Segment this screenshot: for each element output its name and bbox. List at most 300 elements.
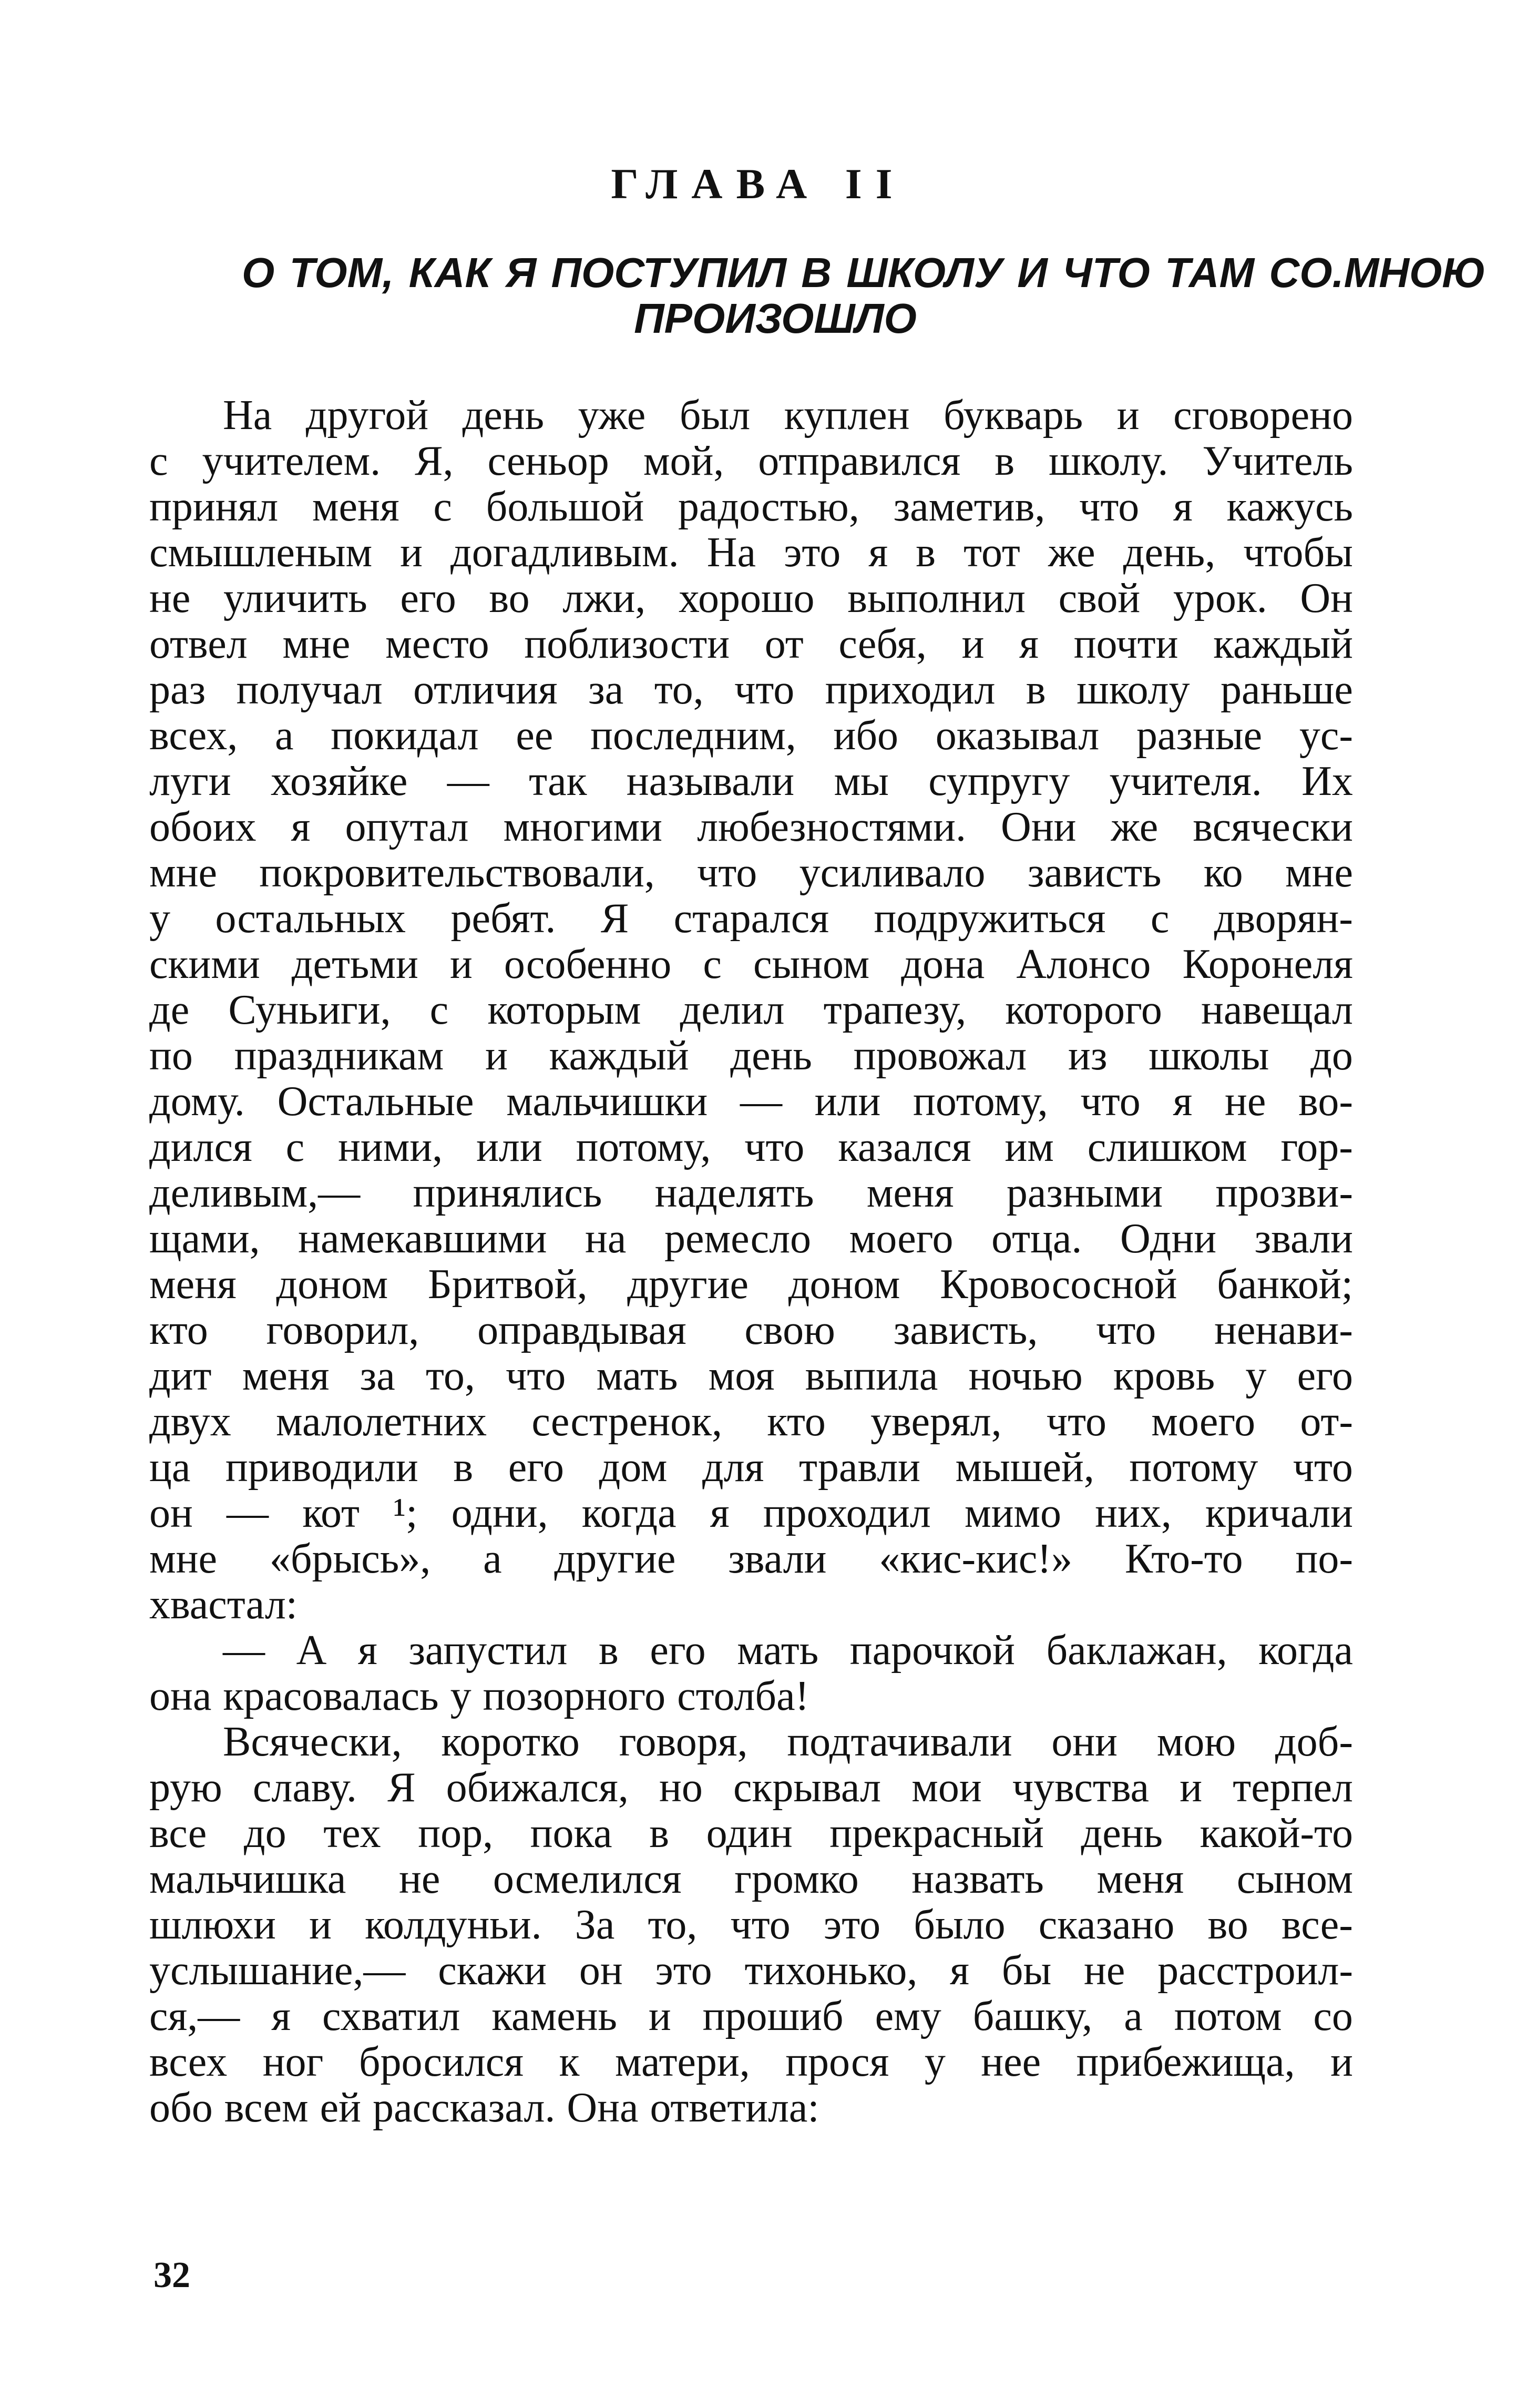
word: его — [650, 1627, 706, 1674]
word: уличить — [223, 575, 367, 621]
word: я — [291, 804, 311, 850]
word: «кис-кис!» — [879, 1536, 1072, 1582]
word: ца — [149, 1444, 191, 1491]
word: ремесло — [664, 1216, 812, 1262]
word: что — [1046, 1399, 1107, 1445]
word: с — [429, 987, 449, 1033]
word: это — [655, 1947, 712, 1994]
word: с — [1150, 895, 1170, 942]
word: Я — [387, 1764, 416, 1811]
word: слишком — [1087, 1124, 1247, 1170]
word: проходил — [763, 1490, 931, 1536]
word: мать — [596, 1353, 678, 1399]
word: кажусь — [1226, 484, 1353, 530]
word: столба! — [677, 1673, 809, 1719]
word: говоря, — [619, 1719, 748, 1765]
word: последним, — [590, 712, 796, 759]
word: кричали — [1205, 1490, 1353, 1536]
word: особенно — [504, 941, 672, 987]
text-line — [149, 2085, 1353, 2131]
word: сестренок, — [531, 1399, 722, 1445]
word: до — [1310, 1033, 1353, 1079]
word: или — [814, 1078, 881, 1125]
word: ног — [262, 2039, 324, 2085]
word: кровь — [1113, 1353, 1215, 1399]
word: раз — [149, 667, 206, 713]
word: потому, — [576, 1124, 711, 1170]
word: почти — [1073, 621, 1178, 667]
word: Всячески, — [223, 1719, 402, 1765]
word: моего — [1151, 1399, 1256, 1445]
word: сказано — [1038, 1902, 1175, 1948]
word: луги — [149, 758, 231, 804]
word: учителем. — [202, 438, 381, 484]
word: отца. — [991, 1216, 1082, 1262]
word: что — [1080, 1078, 1141, 1125]
word: кто — [149, 1307, 208, 1353]
word: отвел — [149, 621, 248, 667]
word: Их — [1301, 758, 1353, 804]
word: с — [703, 941, 722, 987]
word: ребят. — [450, 895, 556, 942]
word: матери, — [614, 2039, 750, 2085]
word: пор, — [418, 1810, 494, 1856]
word: я — [271, 1993, 291, 2039]
word: потому, — [913, 1078, 1048, 1125]
word: к — [559, 2039, 580, 2085]
word: осмелился — [493, 1856, 682, 1902]
word: школы — [1149, 1033, 1269, 1079]
word: я — [1173, 1078, 1193, 1125]
word: сыном — [753, 941, 870, 987]
word: Они — [1001, 804, 1077, 850]
word: супругу — [928, 758, 1070, 804]
word: ними, — [338, 1124, 443, 1170]
word: потом — [1174, 1993, 1282, 2039]
word: красовалась — [223, 1673, 439, 1719]
word: но — [659, 1764, 703, 1811]
word: дворян- — [1214, 895, 1353, 942]
word: обижался, — [446, 1764, 629, 1811]
word: Я — [600, 895, 629, 942]
word: терпел — [1233, 1764, 1353, 1811]
word: Он — [1300, 575, 1353, 621]
word: них, — [1095, 1490, 1172, 1536]
word: расстроил- — [1157, 1947, 1353, 1994]
word: гор- — [1280, 1124, 1353, 1170]
word: запустил — [408, 1627, 568, 1674]
word: с — [149, 438, 168, 484]
word: в — [649, 1810, 670, 1856]
word: что — [1096, 1307, 1156, 1353]
word: уверял, — [870, 1399, 1002, 1445]
text-line — [149, 1765, 1353, 1811]
word: букварь — [944, 392, 1083, 438]
word: во — [489, 575, 530, 621]
page-number: 32 — [153, 2255, 190, 2295]
word: дит — [149, 1353, 212, 1399]
word: когда — [581, 1490, 676, 1536]
word: с — [433, 484, 452, 530]
word: он — [579, 1947, 623, 1994]
word: до — [243, 1810, 286, 1856]
word: день — [462, 392, 545, 438]
word: ему — [875, 1993, 941, 2039]
word: мышей, — [955, 1444, 1094, 1491]
word: щами, — [149, 1216, 260, 1262]
word: говорил, — [266, 1307, 419, 1353]
text-line — [149, 1399, 1353, 1445]
word: в — [453, 1444, 474, 1491]
word: и — [309, 1902, 332, 1948]
word: ночью — [968, 1353, 1083, 1399]
word: звали — [728, 1536, 827, 1582]
word: всех — [149, 2039, 228, 2085]
word: то, — [426, 1353, 475, 1399]
word: какой-то — [1200, 1810, 1353, 1856]
text-line — [149, 438, 1353, 484]
word: прекрасный — [829, 1810, 1044, 1856]
word: у — [149, 895, 170, 942]
word: старался — [673, 895, 829, 942]
word: банкой; — [1217, 1261, 1353, 1308]
word: доном — [788, 1261, 900, 1308]
word: сговорено — [1173, 392, 1353, 438]
word: что — [1293, 1444, 1353, 1491]
word: уже — [578, 392, 646, 438]
word: камень — [491, 1993, 617, 2039]
word: провожал — [853, 1033, 1027, 1079]
text-line — [149, 1536, 1353, 1582]
word: покидал — [331, 712, 479, 759]
word: тихонько, — [744, 1947, 918, 1994]
word: навещал — [1201, 987, 1353, 1033]
word: любезностями. — [697, 804, 966, 850]
word: разные — [1136, 712, 1263, 759]
word: из — [1068, 1033, 1108, 1079]
word: праздникам — [234, 1033, 444, 1079]
word: меня — [1096, 1856, 1184, 1902]
word: прибежища, — [1076, 2039, 1295, 2085]
word: ответила: — [650, 2085, 819, 2131]
word: другие — [554, 1536, 676, 1582]
word: Я, — [415, 438, 454, 484]
chapter-title — [242, 249, 1486, 342]
word: — — [447, 758, 489, 804]
word: рассказал. — [372, 2085, 556, 2131]
word: они — [1051, 1719, 1118, 1765]
word: а — [1124, 1993, 1143, 2039]
word: что — [1079, 484, 1140, 530]
word: лжи, — [562, 575, 646, 621]
word: и — [485, 1033, 508, 1079]
word: заметив, — [893, 484, 1046, 530]
word: и — [449, 941, 473, 987]
word: мне — [149, 1536, 217, 1582]
word: звали — [1254, 1216, 1353, 1262]
word: хозяйке — [270, 758, 408, 804]
word: Коронеля — [1182, 941, 1353, 987]
word: тот — [964, 529, 1020, 576]
word: которым — [487, 987, 641, 1033]
word: меня — [242, 1353, 330, 1399]
word: школу. — [1049, 438, 1168, 484]
word: опутал — [345, 804, 469, 850]
word: что — [506, 1353, 566, 1399]
word: на — [585, 1216, 627, 1262]
word: кот — [302, 1490, 360, 1536]
word: каждый — [1213, 621, 1353, 667]
word: куплен — [784, 392, 910, 438]
text-line — [149, 1994, 1353, 2039]
word: А — [296, 1627, 327, 1674]
word: подтачивали — [787, 1719, 1012, 1765]
word: он — [149, 1490, 193, 1536]
word: — — [223, 1627, 265, 1674]
word: подружиться — [874, 895, 1106, 942]
word: у — [924, 2039, 946, 2085]
word: это — [823, 1902, 881, 1948]
word: скажи — [438, 1947, 547, 1994]
word: за — [588, 667, 624, 713]
word: двух — [149, 1399, 231, 1445]
text-line — [149, 1491, 1353, 1536]
word: ее — [516, 712, 554, 759]
word: что — [734, 667, 795, 713]
text-line — [149, 804, 1353, 850]
word: прошиб — [702, 1993, 844, 2039]
word: славу. — [252, 1764, 357, 1811]
text-line — [149, 1948, 1353, 1994]
text-line — [149, 1308, 1353, 1353]
word: детьми — [291, 941, 418, 987]
word: — — [740, 1078, 782, 1125]
word: во- — [1298, 1078, 1353, 1125]
word: мои — [911, 1764, 982, 1811]
text-line — [149, 1856, 1353, 1902]
word: прося — [785, 2039, 889, 2085]
word: или — [476, 1124, 542, 1170]
word: же — [1048, 529, 1095, 576]
chapter-heading: ГЛАВА II — [611, 160, 906, 208]
word: хвастал: — [149, 1581, 298, 1628]
word: Она — [567, 2085, 639, 2131]
word: что — [697, 850, 757, 896]
word: Кровососной — [940, 1261, 1177, 1308]
word: скими — [149, 941, 260, 987]
word: Учитель — [1202, 438, 1353, 484]
word: травли — [799, 1444, 920, 1491]
word: На — [223, 392, 272, 438]
word: деливым,— — [149, 1170, 361, 1216]
word: мне — [149, 850, 217, 896]
word: парочкой — [849, 1627, 1015, 1674]
word: один — [706, 1810, 793, 1856]
word: не — [1084, 1947, 1125, 1994]
word: его — [508, 1444, 565, 1491]
word: все — [149, 1810, 207, 1856]
word: отправился — [758, 438, 961, 484]
word: что — [730, 1902, 791, 1948]
word: у — [450, 1673, 472, 1719]
word: ибо — [833, 712, 899, 759]
word: — — [227, 1490, 269, 1536]
word: смышленым — [149, 529, 373, 576]
word: разными — [1006, 1170, 1163, 1216]
word: зависть, — [893, 1307, 1038, 1353]
word: же — [1111, 804, 1159, 850]
text-line — [149, 1262, 1353, 1308]
word: казался — [838, 1124, 971, 1170]
word: себя, — [838, 621, 927, 667]
word: она — [149, 1673, 212, 1719]
word: Одни — [1120, 1216, 1217, 1262]
word: я — [868, 529, 888, 576]
word: с — [285, 1124, 305, 1170]
chapter-title-line: О ТОМ, КАК Я ПОСТУПИЛ В ШКОЛУ И ЧТО ТАМ СО.МНОЮ — [242, 249, 1486, 296]
word: мимо — [964, 1490, 1062, 1536]
word: обоих — [149, 804, 257, 850]
word: дом — [599, 1444, 668, 1491]
word: доб- — [1275, 1719, 1353, 1765]
word: радостью, — [678, 484, 859, 530]
text-line — [149, 1216, 1353, 1262]
word: баклажан, — [1046, 1627, 1227, 1674]
word: и — [961, 621, 985, 667]
word: по — [149, 1033, 193, 1079]
word: я — [710, 1490, 730, 1536]
word: не — [149, 575, 191, 621]
word: так — [529, 758, 587, 804]
text-line — [149, 1811, 1353, 1856]
word: хорошо — [678, 575, 815, 621]
text-line — [149, 1719, 1353, 1765]
word: и — [1330, 2039, 1353, 2085]
text-line — [149, 621, 1353, 667]
text-line — [149, 1353, 1353, 1399]
text-line — [149, 484, 1353, 530]
word: то, — [654, 667, 704, 713]
word: многими — [503, 804, 662, 850]
word: коротко — [441, 1719, 580, 1765]
text-line — [149, 759, 1353, 804]
word: оправдывая — [477, 1307, 686, 1353]
word: де — [149, 987, 190, 1033]
word: от- — [1300, 1399, 1353, 1445]
word: обо — [149, 2085, 213, 2131]
word: у — [1245, 1353, 1267, 1399]
word: было — [914, 1902, 1006, 1948]
word: не — [399, 1856, 440, 1902]
word: я — [1173, 484, 1193, 530]
word: что — [744, 1124, 805, 1170]
word: мальчишка — [149, 1856, 346, 1902]
word: пока — [530, 1810, 612, 1856]
word: выпила — [805, 1353, 938, 1399]
word: делил — [680, 987, 785, 1033]
word: в — [598, 1627, 619, 1674]
text-line — [149, 1125, 1353, 1170]
word: свою — [744, 1307, 835, 1353]
word: и — [400, 529, 423, 576]
text-line — [149, 1033, 1353, 1079]
text-line — [149, 942, 1353, 987]
chapter-title-line: ПРОИЗОШЛО — [634, 295, 917, 342]
word: Суньиги, — [228, 987, 391, 1033]
word: урок. — [1173, 575, 1267, 621]
word: не — [1225, 1078, 1266, 1125]
word: выполнил — [847, 575, 1026, 621]
word: всячески — [1193, 804, 1353, 850]
word: для — [702, 1444, 764, 1491]
word: шлюхи — [149, 1902, 276, 1948]
word: принялись — [413, 1170, 602, 1216]
word: моего — [849, 1216, 954, 1262]
word: мой, — [643, 438, 724, 484]
text-line — [149, 1674, 1353, 1719]
word: каждый — [549, 1033, 689, 1079]
word: всех, — [149, 712, 238, 759]
word: башку, — [972, 1993, 1093, 2039]
word: я — [357, 1627, 377, 1674]
word: во — [1207, 1902, 1248, 1948]
word: а — [483, 1536, 502, 1582]
word: мы — [834, 758, 889, 804]
word: малолетних — [275, 1399, 487, 1445]
text-line — [149, 896, 1353, 942]
word: отличия — [413, 667, 558, 713]
word: наделять — [654, 1170, 814, 1216]
text-line — [149, 713, 1353, 759]
word: кто — [767, 1399, 826, 1445]
word: скрывал — [733, 1764, 882, 1811]
word: сыном — [1236, 1856, 1353, 1902]
word: место — [385, 621, 489, 667]
word: приходил — [825, 667, 996, 713]
word: назвать — [911, 1856, 1044, 1902]
word: которого — [1005, 987, 1162, 1033]
word: намекавшими — [298, 1216, 547, 1262]
word: другие — [627, 1261, 749, 1308]
word: нее — [981, 2039, 1041, 2085]
word: схватил — [322, 1993, 460, 2039]
word: тех — [323, 1810, 381, 1856]
word: ей — [320, 2085, 361, 2131]
word: день — [730, 1033, 812, 1079]
text-line — [149, 393, 1353, 438]
word: трапезу, — [823, 987, 967, 1033]
word: За — [575, 1902, 615, 1948]
word: в — [995, 438, 1015, 484]
text-line — [149, 1445, 1353, 1491]
word: ненави- — [1214, 1307, 1353, 1353]
word: то, — [648, 1902, 698, 1948]
word: зависть — [1027, 850, 1162, 896]
word: ко — [1203, 850, 1243, 896]
word: был — [679, 392, 751, 438]
word: и — [1116, 392, 1140, 438]
word: получал — [236, 667, 383, 713]
text-line — [149, 530, 1353, 576]
word: ¹; — [393, 1490, 418, 1536]
word: «брысь», — [269, 1536, 431, 1582]
word: дился — [149, 1124, 252, 1170]
word: мать — [737, 1627, 819, 1674]
text-line — [149, 1902, 1353, 1948]
text-line — [149, 987, 1353, 1033]
word: усиливало — [799, 850, 986, 896]
text-line — [149, 1079, 1353, 1125]
